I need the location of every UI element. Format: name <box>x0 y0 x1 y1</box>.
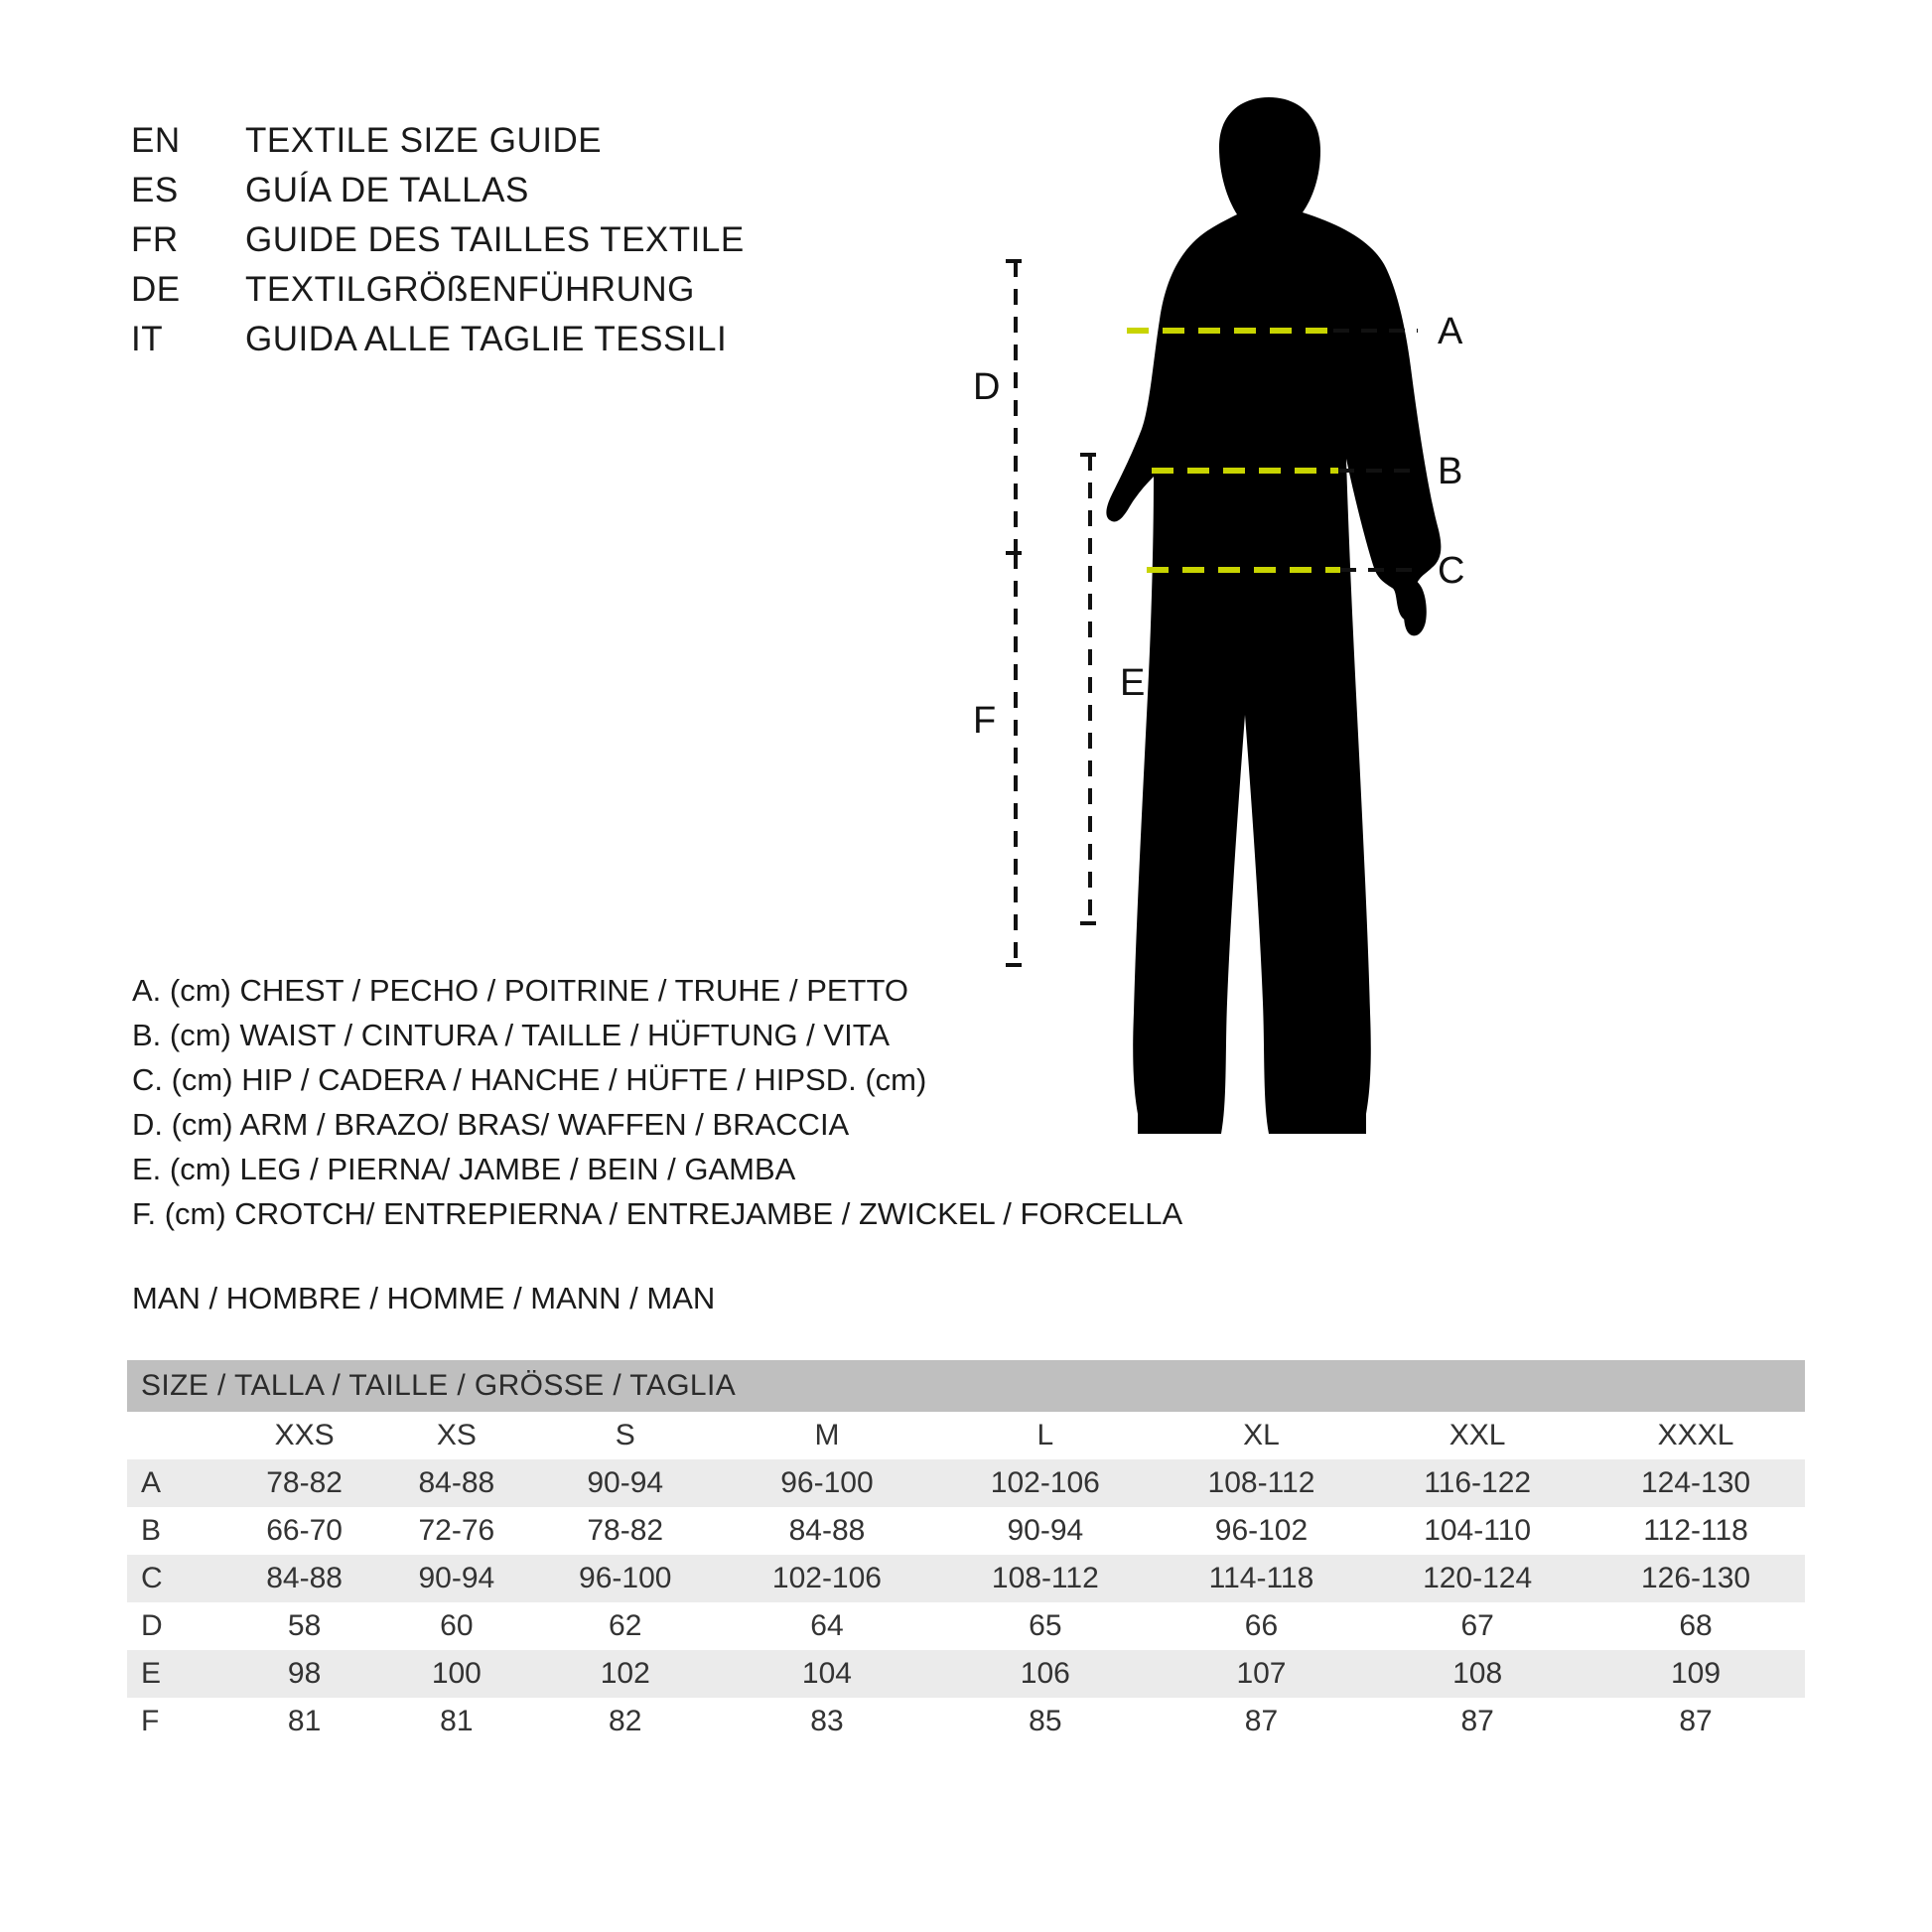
dimension-label-e: E <box>1120 662 1146 704</box>
cell-e-m: 104 <box>718 1650 936 1698</box>
cell-b-xs: 72-76 <box>380 1507 532 1555</box>
title-row-de <box>131 270 925 320</box>
cell-c-s: 96-100 <box>532 1555 718 1602</box>
dimension-e <box>1080 455 1100 923</box>
legend-item-b: B. (cm) WAIST / CINTURA / TAILLE / HÜFTUNG / VITA <box>132 1018 891 1052</box>
table-row <box>127 1698 1805 1745</box>
dimension-label-d: D <box>973 366 1001 408</box>
title-text-de: TEXTILGRÖßENFÜHRUNG <box>245 270 695 309</box>
gender-note: MAN / HOMBRE / HOMME / MANN / MAN <box>132 1281 716 1315</box>
table-row-label-a: A <box>127 1459 228 1507</box>
table-row <box>127 1507 1805 1555</box>
cell-d-s: 62 <box>532 1602 718 1650</box>
dimension-d <box>1006 261 1026 553</box>
legend-item-d: D. (cm) ARM / BRAZO/ BRAS/ WAFFEN / BRACCIA <box>132 1107 850 1142</box>
cell-c-m: 102-106 <box>718 1555 936 1602</box>
marker-label-b: B <box>1438 451 1463 492</box>
title-lang-fr: FR <box>131 220 179 259</box>
table-col-xl: XL <box>1155 1412 1368 1459</box>
cell-b-xl: 96-102 <box>1155 1507 1368 1555</box>
title-lang-de: DE <box>131 270 181 309</box>
cell-b-xxs: 66-70 <box>228 1507 380 1555</box>
size-table <box>127 1360 1805 1745</box>
title-block <box>131 121 925 369</box>
title-text-it: GUIDA ALLE TAGLIE TESSILI <box>245 320 728 358</box>
cell-e-xxs: 98 <box>228 1650 380 1698</box>
legend-item-e: E. (cm) LEG / PIERNA/ JAMBE / BEIN / GAMBA <box>132 1152 796 1186</box>
marker-label-a: A <box>1438 311 1463 352</box>
cell-f-l: 85 <box>936 1698 1155 1745</box>
cell-a-xl: 108-112 <box>1155 1459 1368 1507</box>
cell-f-m: 83 <box>718 1698 936 1745</box>
table-row-label-b: B <box>127 1507 228 1555</box>
table-col-s: S <box>532 1412 718 1459</box>
table-column-header-row <box>127 1412 1805 1459</box>
title-lang-it: IT <box>131 320 164 358</box>
table-col-xxxl: XXXL <box>1587 1412 1805 1459</box>
title-row-es <box>131 171 925 220</box>
title-lang-es: ES <box>131 171 179 209</box>
title-text-fr: GUIDE DES TAILLES TEXTILE <box>245 220 745 259</box>
title-row-en <box>131 121 925 171</box>
table-col-xxs: XXS <box>228 1412 380 1459</box>
cell-a-s: 90-94 <box>532 1459 718 1507</box>
table-row-label-f: F <box>127 1698 228 1745</box>
cell-d-xxs: 58 <box>228 1602 380 1650</box>
legend-list <box>132 968 1224 1236</box>
dimension-label-f: F <box>973 700 997 742</box>
cell-d-xxxl: 68 <box>1587 1602 1805 1650</box>
cell-f-xxs: 81 <box>228 1698 380 1745</box>
cell-b-m: 84-88 <box>718 1507 936 1555</box>
cell-f-xl: 87 <box>1155 1698 1368 1745</box>
table-row-label-d: D <box>127 1602 228 1650</box>
table-col-l: L <box>936 1412 1155 1459</box>
cell-b-xxl: 104-110 <box>1368 1507 1587 1555</box>
table-col-m: M <box>718 1412 936 1459</box>
cell-b-xxxl: 112-118 <box>1587 1507 1805 1555</box>
cell-c-xl: 114-118 <box>1155 1555 1368 1602</box>
cell-f-xs: 81 <box>380 1698 532 1745</box>
cell-a-xxl: 116-122 <box>1368 1459 1587 1507</box>
table-row <box>127 1650 1805 1698</box>
table-row-label-e: E <box>127 1650 228 1698</box>
cell-e-xl: 107 <box>1155 1650 1368 1698</box>
cell-a-xs: 84-88 <box>380 1459 532 1507</box>
table-col-xs: XS <box>380 1412 532 1459</box>
cell-c-xs: 90-94 <box>380 1555 532 1602</box>
cell-a-xxxl: 124-130 <box>1587 1459 1805 1507</box>
cell-f-xxxl: 87 <box>1587 1698 1805 1745</box>
cell-d-xxl: 67 <box>1368 1602 1587 1650</box>
title-text-es: GUÍA DE TALLAS <box>245 171 529 209</box>
table-col-xxl: XXL <box>1368 1412 1587 1459</box>
legend-item-a: A. (cm) CHEST / PECHO / POITRINE / TRUHE / PETTO <box>132 973 908 1008</box>
title-row-fr <box>131 220 925 270</box>
title-lang-en: EN <box>131 121 181 160</box>
marker-label-c: C <box>1438 550 1465 592</box>
cell-e-xxxl: 109 <box>1587 1650 1805 1698</box>
cell-c-l: 108-112 <box>936 1555 1155 1602</box>
table-row <box>127 1555 1805 1602</box>
cell-c-xxs: 84-88 <box>228 1555 380 1602</box>
table-row <box>127 1459 1805 1507</box>
cell-e-xs: 100 <box>380 1650 532 1698</box>
cell-f-xxl: 87 <box>1368 1698 1587 1745</box>
table-band-label: SIZE / TALLA / TAILLE / GRÖSSE / TAGLIA <box>127 1360 1805 1412</box>
cell-f-s: 82 <box>532 1698 718 1745</box>
legend-item-f: F. (cm) CROTCH/ ENTREPIERNA / ENTREJAMBE / ZWICKEL / FORCELLA <box>132 1196 1183 1231</box>
cell-a-l: 102-106 <box>936 1459 1155 1507</box>
title-row-it <box>131 320 925 369</box>
title-text-en: TEXTILE SIZE GUIDE <box>245 121 603 160</box>
legend-item-c: C. (cm) HIP / CADERA / HANCHE / HÜFTE / HIPSD. (cm) <box>132 1062 927 1097</box>
cell-b-l: 90-94 <box>936 1507 1155 1555</box>
table-corner-cell <box>127 1412 228 1459</box>
cell-a-m: 96-100 <box>718 1459 936 1507</box>
cell-e-l: 106 <box>936 1650 1155 1698</box>
dimension-f <box>1006 553 1026 965</box>
cell-e-xxl: 108 <box>1368 1650 1587 1698</box>
table-band-header <box>127 1360 1805 1412</box>
cell-a-xxs: 78-82 <box>228 1459 380 1507</box>
table-row-label-c: C <box>127 1555 228 1602</box>
cell-b-s: 78-82 <box>532 1507 718 1555</box>
cell-e-s: 102 <box>532 1650 718 1698</box>
table-row <box>127 1602 1805 1650</box>
cell-d-xs: 60 <box>380 1602 532 1650</box>
cell-d-xl: 66 <box>1155 1602 1368 1650</box>
cell-d-m: 64 <box>718 1602 936 1650</box>
cell-c-xxxl: 126-130 <box>1587 1555 1805 1602</box>
cell-c-xxl: 120-124 <box>1368 1555 1587 1602</box>
cell-d-l: 65 <box>936 1602 1155 1650</box>
